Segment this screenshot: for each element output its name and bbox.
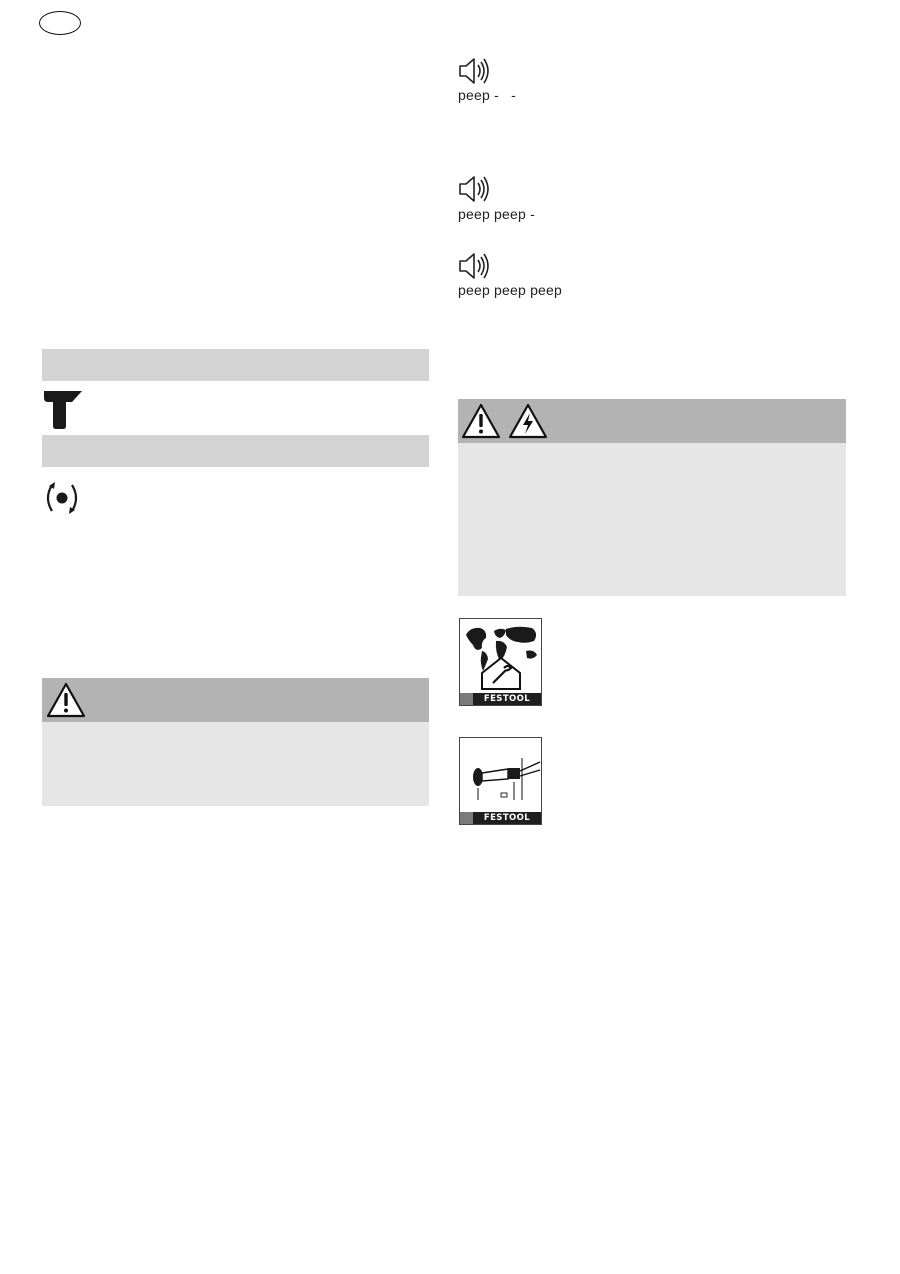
electric-shock-warning-icon <box>508 403 548 439</box>
beep-pattern-label: peep peep - <box>458 206 535 222</box>
rotation-icon <box>42 480 82 516</box>
warning-triangle-icon <box>46 682 86 718</box>
festool-logo: FESTOOL <box>473 812 541 824</box>
warning-box-header <box>42 678 429 722</box>
beep-pattern-label: peep - - <box>458 87 517 103</box>
warning-triangle-icon <box>461 403 501 439</box>
service-world-map-thumbnail <box>459 618 542 706</box>
electric-warning-box-body <box>458 443 846 596</box>
speaker-icon <box>458 57 492 85</box>
section-band-2 <box>42 435 429 467</box>
speaker-icon <box>458 252 492 280</box>
hammer-icon <box>42 388 84 430</box>
section-band-1 <box>42 349 429 381</box>
beep-pattern-label: peep peep peep <box>458 282 563 298</box>
language-marker-oval <box>39 11 81 35</box>
festool-logo: FESTOOL <box>473 693 541 705</box>
speaker-icon <box>458 175 492 203</box>
warning-box-body <box>42 722 429 806</box>
accessories-thumbnail <box>459 737 542 825</box>
